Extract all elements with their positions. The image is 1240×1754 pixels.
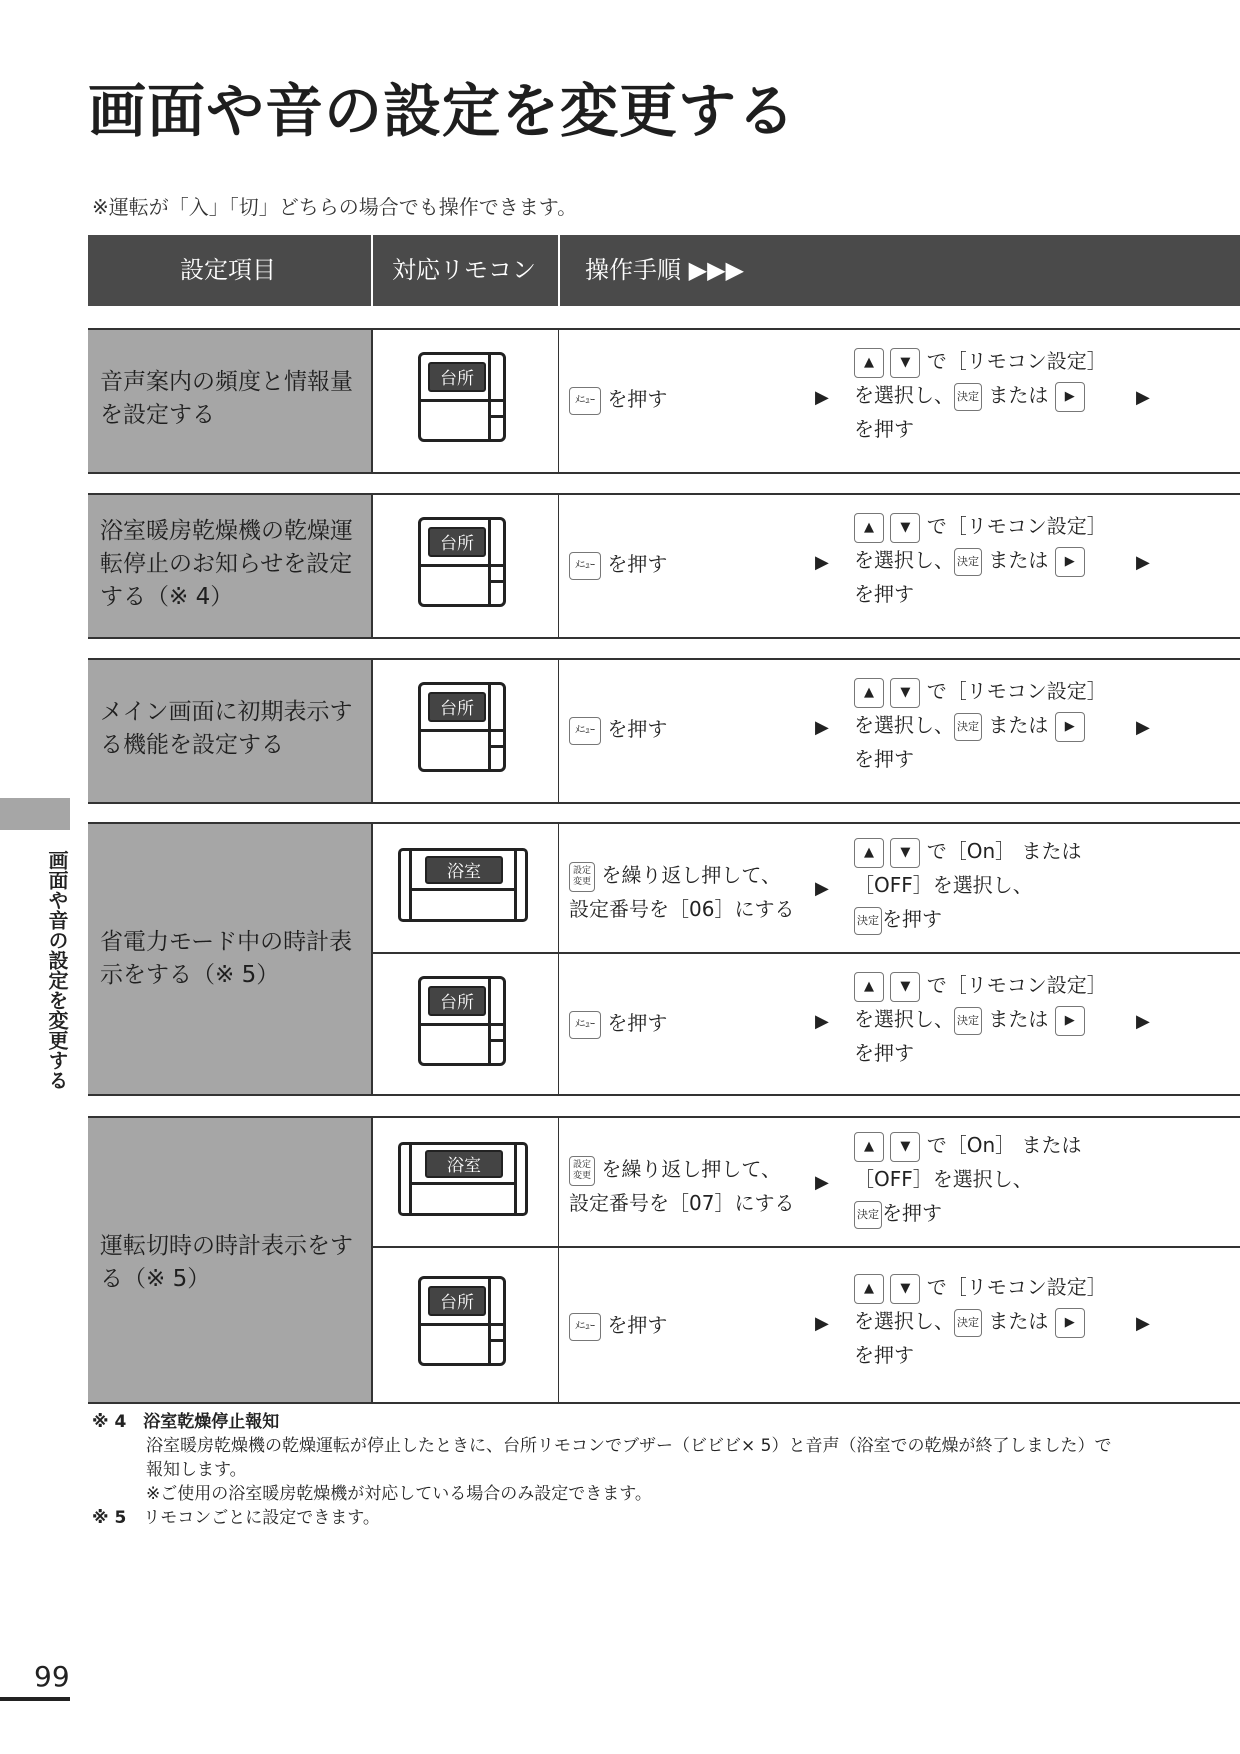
up-button-icon: ▲ <box>854 1132 884 1162</box>
table-row <box>88 822 1240 1096</box>
step-select-remote-setting: ▲ ▼ で［リモコン設定］ を選択し、 決定 または ▶ を押す <box>854 679 1107 771</box>
step-select-remote-setting: ▲ ▼ で［リモコン設定］ を選択し、 決定 または ▶ を押す <box>854 1275 1107 1367</box>
setting-item-cell <box>88 660 373 802</box>
header-procedure: 操作手順 ▶▶▶ <box>585 256 744 284</box>
step-press-menu: ﾒﾆｭｰ を押す <box>569 547 667 581</box>
menu-button-icon: ﾒﾆｭｰ <box>569 717 601 745</box>
remote-label: 台所 <box>428 986 486 1016</box>
step-arrow-icon: ▶ <box>1136 552 1150 573</box>
footnote-4-text: 浴室暖房乾燥機の乾燥運転が停止したときに、台所リモコンでブザー（ビビビ× 5）と音声（浴室での乾燥が終了しました）で <box>146 1436 1112 1456</box>
right-button-icon: ▶ <box>1055 1308 1085 1338</box>
menu-button-icon: ﾒﾆｭｰ <box>569 387 601 415</box>
setting-item-cell <box>88 824 373 1094</box>
footnote-5: ※ 5 リモコンごとに設定できます。 <box>92 1508 380 1528</box>
table-row <box>88 658 1240 804</box>
kitchen-remote-icon <box>418 682 506 772</box>
step-select-remote-setting: ▲ ▼ で［リモコン設定］ を選択し、 決定 または ▶ を押す <box>854 514 1107 606</box>
step-repeat-settei: 設定 変更 を繰り返し押して、 設定番号を［06］にする <box>569 863 795 921</box>
remote-label: 浴室 <box>425 1150 503 1178</box>
step-arrow-icon: ▶ <box>815 1313 829 1334</box>
kettei-button-icon: 決定 <box>954 1309 982 1337</box>
step-arrow-icon: ▶ <box>815 387 829 408</box>
setting-item-cell <box>88 495 373 637</box>
step-select-on-off: ▲ ▼ で［On］ または ［OFF］を選択し、 決定 を押す <box>854 1128 1082 1230</box>
kettei-button-icon: 決定 <box>954 548 982 576</box>
down-button-icon: ▼ <box>890 348 920 378</box>
down-button-icon: ▼ <box>890 838 920 868</box>
setting-item-name: る機能を設定する <box>100 732 284 758</box>
step-arrow-icon: ▶ <box>1136 387 1150 408</box>
kettei-button-icon: 決定 <box>954 383 982 411</box>
down-button-icon: ▼ <box>890 972 920 1002</box>
step-arrow-icon: ▶ <box>815 552 829 573</box>
header-remote: 対応リモコン <box>392 256 536 284</box>
settei-henko-button-icon: 設定 変更 <box>569 1156 595 1186</box>
up-button-icon: ▲ <box>854 678 884 708</box>
side-tab-label: 画面や音の設定を変更する <box>45 850 69 1090</box>
kettei-button-icon: 決定 <box>854 907 882 935</box>
kettei-button-icon: 決定 <box>954 713 982 741</box>
footnote-4-heading: ※ 4 浴室乾燥停止報知 <box>92 1412 280 1432</box>
setting-item-name: 転停止のお知らせを設定 <box>100 551 353 577</box>
table-header <box>88 235 1240 306</box>
table-row <box>88 1116 1240 1404</box>
step-select-remote-setting: ▲ ▼ で［リモコン設定］ を選択し、 決定 または ▶ を押す <box>854 973 1107 1065</box>
step-arrow-icon: ▶ <box>1136 1011 1150 1032</box>
setting-item-cell <box>88 330 373 472</box>
up-button-icon: ▲ <box>854 348 884 378</box>
kitchen-remote-icon <box>418 352 506 442</box>
table-row <box>88 328 1240 474</box>
step-arrow-icon: ▶ <box>815 717 829 738</box>
setting-item-cell <box>88 1118 373 1402</box>
step-press-menu: ﾒﾆｭｰ を押す <box>569 712 667 746</box>
step-press-menu: ﾒﾆｭｰ を押す <box>569 1006 667 1040</box>
side-tab <box>0 798 70 830</box>
step-select-remote-setting: ▲ ▼ で［リモコン設定］ を選択し、 決定 または ▶ を押す <box>854 349 1107 441</box>
remote-label: 台所 <box>428 362 486 392</box>
page-title: 画面や音の設定を変更する <box>88 77 797 145</box>
up-button-icon: ▲ <box>854 838 884 868</box>
menu-button-icon: ﾒﾆｭｰ <box>569 1313 601 1341</box>
setting-item-name: 示をする（※ 5） <box>100 962 280 988</box>
setting-item-name: 音声案内の頻度と情報量 <box>100 369 353 395</box>
operation-note: ※運転が「入」「切」どちらの場合でも操作できます。 <box>92 195 578 219</box>
step-press-menu: ﾒﾆｭｰ を押す <box>569 382 667 416</box>
page-number-underline <box>0 1697 70 1701</box>
footnote-4-text: 報知します。 <box>146 1460 247 1480</box>
right-button-icon: ▶ <box>1055 1006 1085 1036</box>
up-button-icon: ▲ <box>854 1274 884 1304</box>
bath-remote-icon <box>398 848 528 922</box>
down-button-icon: ▼ <box>890 678 920 708</box>
menu-button-icon: ﾒﾆｭｰ <box>569 552 601 580</box>
step-press-menu: ﾒﾆｭｰ を押す <box>569 1308 667 1342</box>
right-button-icon: ▶ <box>1055 712 1085 742</box>
setting-item-name: 浴室暖房乾燥機の乾燥運 <box>100 518 353 544</box>
bath-remote-icon <box>398 1142 528 1216</box>
setting-item-name: メイン画面に初期表示す <box>100 699 353 725</box>
table-row <box>88 493 1240 639</box>
kitchen-remote-icon <box>418 976 506 1066</box>
step-arrow-icon: ▶ <box>1136 1313 1150 1334</box>
step-select-on-off: ▲ ▼ で［On］ または ［OFF］を選択し、 決定 を押す <box>854 834 1082 936</box>
down-button-icon: ▼ <box>890 1274 920 1304</box>
setting-item-name: を設定する <box>100 402 215 428</box>
step-arrow-icon: ▶ <box>815 1011 829 1032</box>
step-repeat-settei: 設定 変更 を繰り返し押して、 設定番号を［07］にする <box>569 1157 795 1215</box>
kitchen-remote-icon <box>418 1276 506 1366</box>
remote-label: 台所 <box>428 1286 486 1316</box>
right-button-icon: ▶ <box>1055 382 1085 412</box>
remote-label: 台所 <box>428 527 486 557</box>
setting-item-name: る（※ 5） <box>100 1266 211 1292</box>
setting-item-name: 運転切時の時計表示をす <box>100 1233 353 1259</box>
right-button-icon: ▶ <box>1055 547 1085 577</box>
setting-item-name: する（※ 4） <box>100 584 234 610</box>
step-arrow-icon: ▶ <box>815 878 829 899</box>
kettei-button-icon: 決定 <box>854 1201 882 1229</box>
up-button-icon: ▲ <box>854 972 884 1002</box>
step-arrow-icon: ▶ <box>1136 717 1150 738</box>
menu-button-icon: ﾒﾆｭｰ <box>569 1011 601 1039</box>
step-arrow-icon: ▶ <box>815 1172 829 1193</box>
remote-label: 浴室 <box>425 856 503 884</box>
down-button-icon: ▼ <box>890 513 920 543</box>
kettei-button-icon: 決定 <box>954 1007 982 1035</box>
kitchen-remote-icon <box>418 517 506 607</box>
page-number: 99 <box>34 1660 70 1693</box>
remote-label: 台所 <box>428 692 486 722</box>
setting-item-name: 省電力モード中の時計表 <box>100 929 353 955</box>
settei-henko-button-icon: 設定 変更 <box>569 862 595 892</box>
footnote-4-note: ※ご使用の浴室暖房乾燥機が対応している場合のみ設定できます。 <box>146 1484 652 1504</box>
up-button-icon: ▲ <box>854 513 884 543</box>
header-setting-item: 設定項目 <box>180 256 276 284</box>
down-button-icon: ▼ <box>890 1132 920 1162</box>
